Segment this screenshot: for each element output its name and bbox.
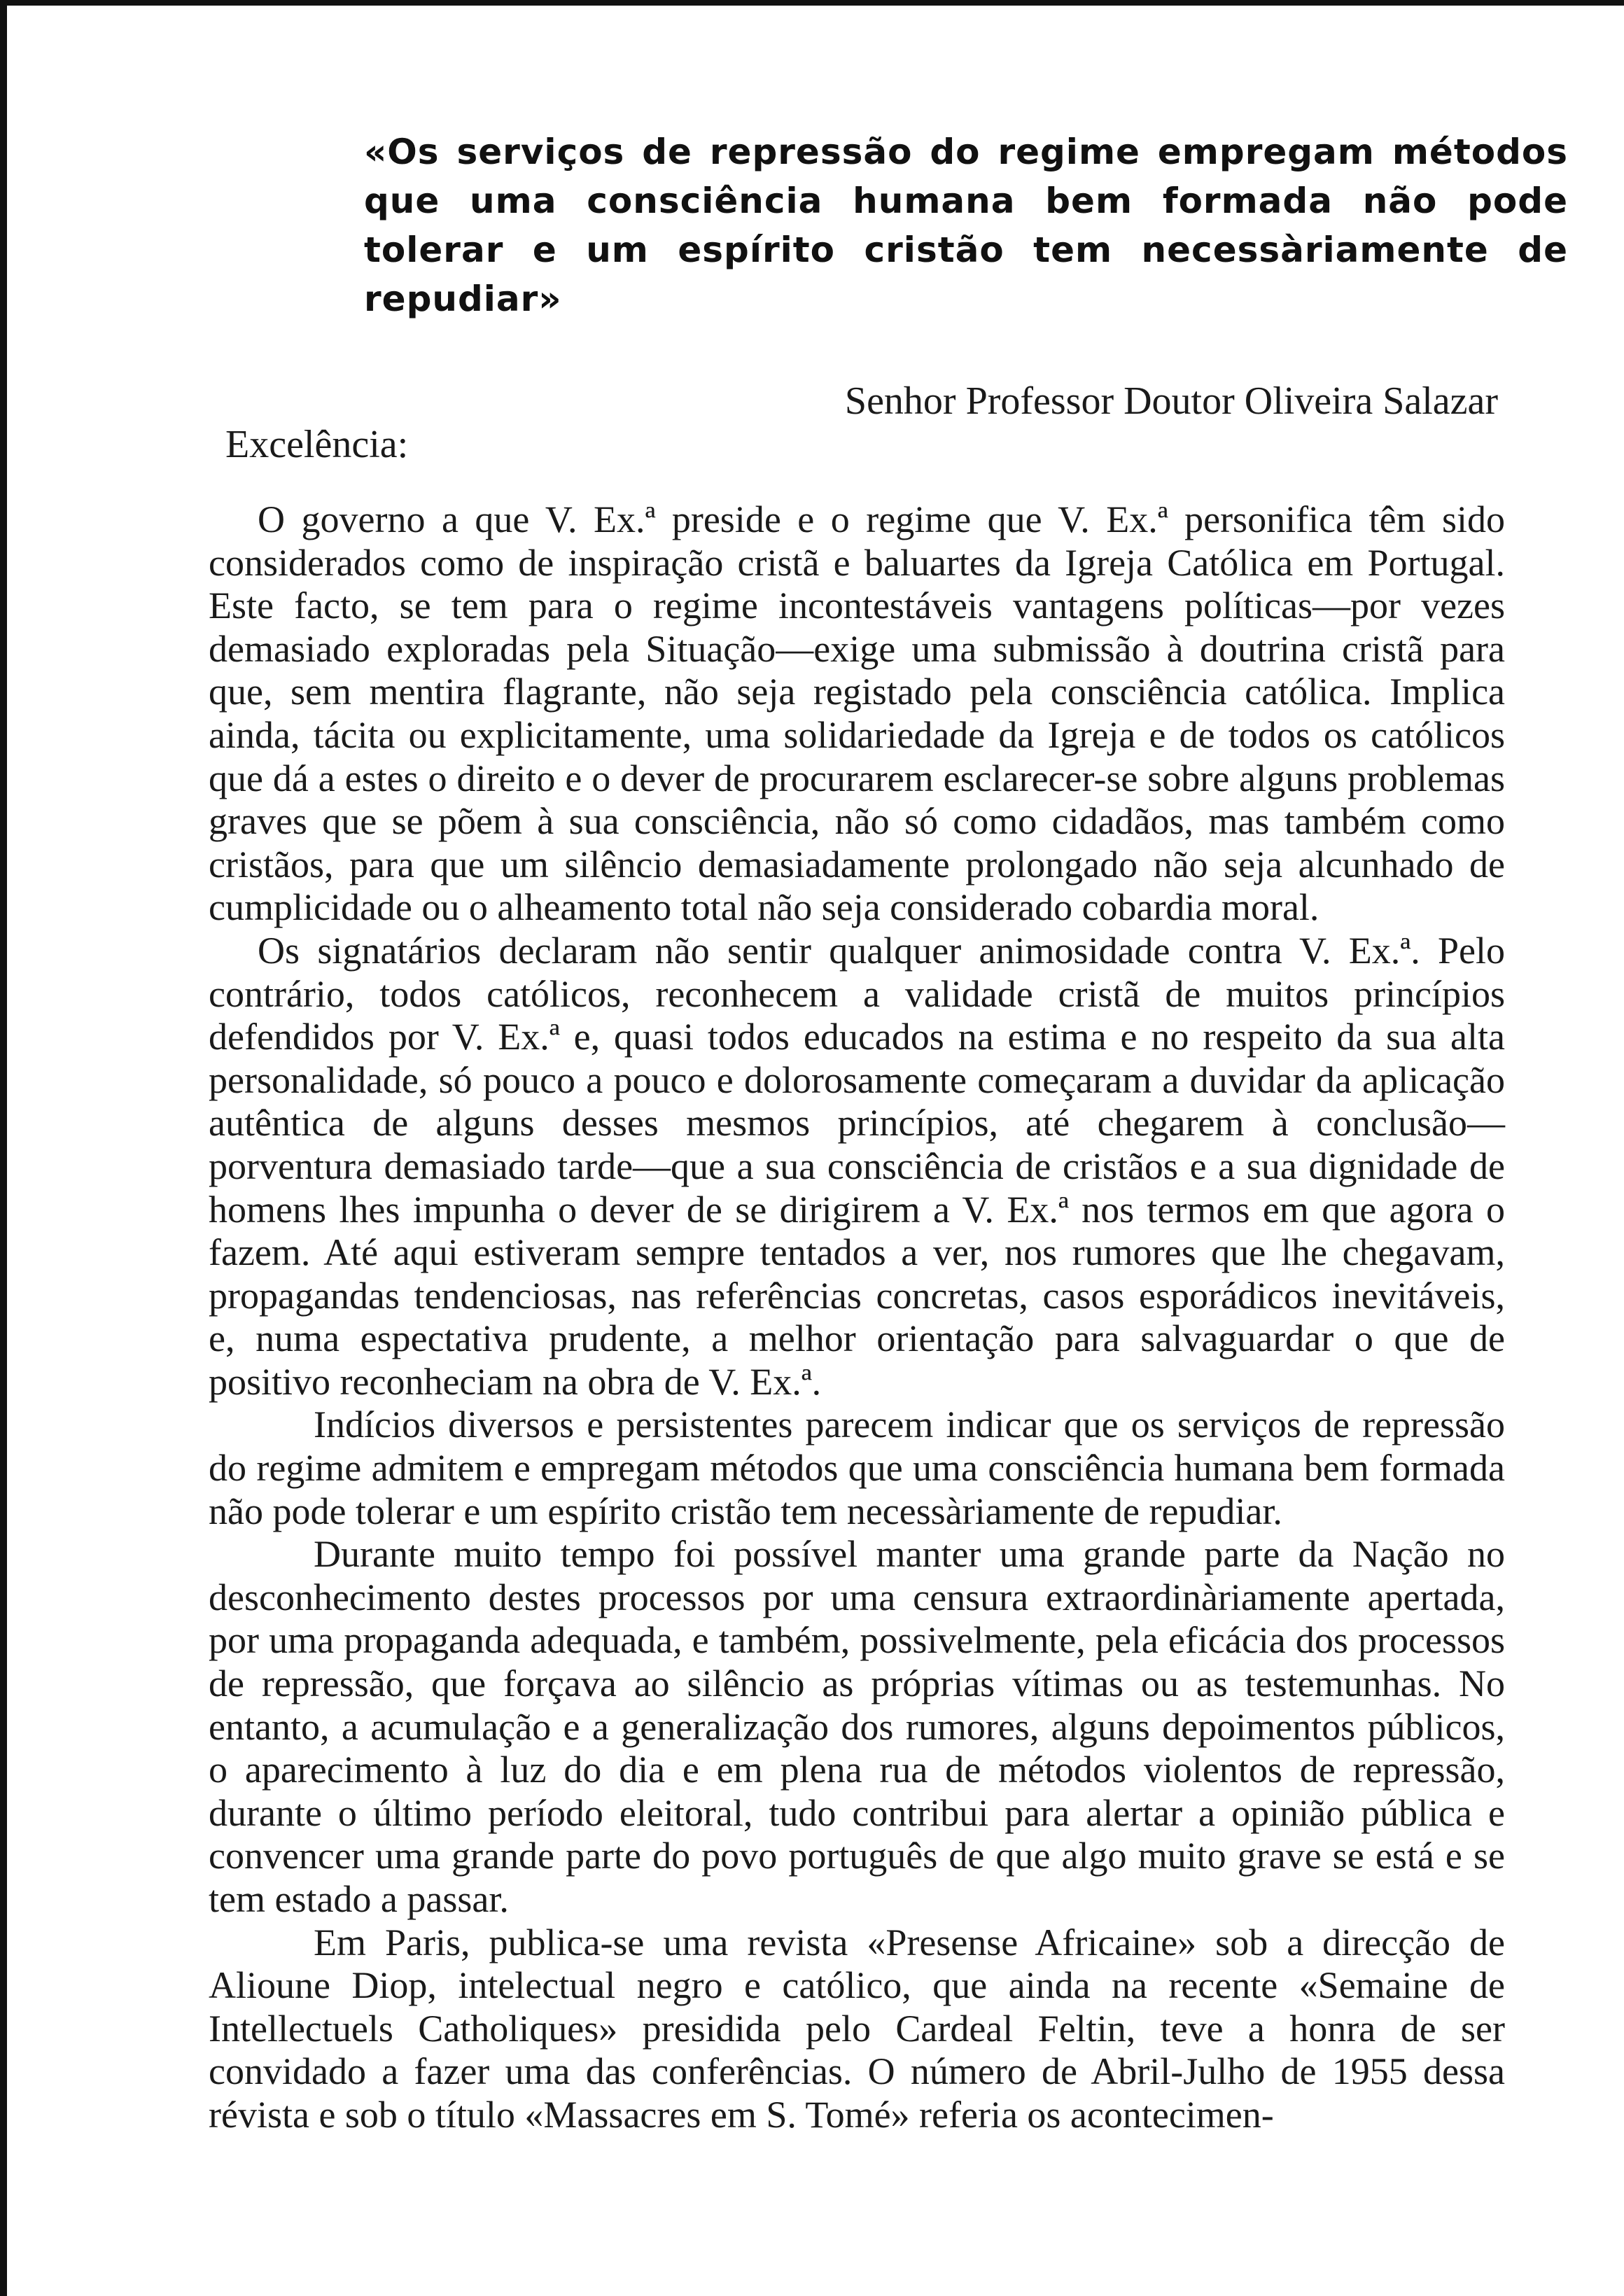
scan-left-edge [0, 0, 7, 2296]
epigraph-quote: «Os serviços de repressão do regime empregam métodos que uma consciência humana bem formada não pode tolerar e um espírito cristão tem necessàriamente de repudiar» [364, 132, 1568, 319]
paragraph-3: Indícios diversos e persistentes parecem indicar que os serviços de repressão do regime admitem e empregam métodos que uma consciência humana bem formada não pode tolerar e um espírito cristão tem necessàriamente de repudiar. [209, 1404, 1505, 1532]
paragraph-5: Em Paris, publica-se uma revista «Presense Africaine» sob a direcção de Alioune Diop, intelectual negro e católico, que ainda na recente «Semaine de Intellectuels Catholiques» presidida pelo Cardeal Feltin, teve a honra de ser convidado a fazer uma das conferências. O número de Abril-Julho de 1955 dessa révista e sob o título «Massacres em S. Tomé» referia os acontecimen- [209, 1921, 1505, 2136]
paragraph-1: O governo a que V. Ex.ª preside e o regime que V. Ex.ª personifica têm sido considerados como de inspiração cristã e baluartes da Igreja Católica em Portugal. Este facto, se tem para o regime incontestáveis vantagens políticas—por vezes demasiado exploradas pela Situação—exige uma submissão à doutrina cristã para que, sem mentira flagrante, não seja registado pela consciência católica. Implica ainda, tácita ou explicitamente, uma solidariedade da Igreja e de todos os católicos que dá a estes o direito e o dever de procurarem esclarecer-se sobre alguns problemas graves que se põem à sua consciência, não só como cidadãos, mas também como cristãos, para que um silêncio demasiadamente prolongado não seja alcunhado de cumplicidade ou o alheamento total não seja considerado cobardia moral. [209, 498, 1505, 929]
letter-body [209, 498, 1505, 2137]
salutation: Excelência: [225, 423, 409, 466]
scan-top-edge [0, 0, 1624, 6]
paragraph-4: Durante muito tempo foi possível manter uma grande parte da Nação no desconhecimento destes processos por uma censura extraordinàriamente apertada, por uma propaganda adequada, e também, possivelmente, pela eficácia dos processos de repressão, que forçava ao silêncio as próprias vítimas ou as testemunhas. No entanto, a acumulação e a generalização dos rumores, alguns depoimentos públicos, o aparecimento à luz do dia e em plena rua de métodos violentos de repressão, durante o último período eleitoral, tudo contribui para alertar a opinião pública e convencer uma grande parte do povo português de que algo muito grave se está e se tem estado a passar. [209, 1533, 1505, 1920]
addressee-line: Senhor Professor Doutor Oliveira Salazar [844, 379, 1498, 423]
paragraph-2: Os signatários declaram não sentir qualquer animosidade contra V. Ex.ª. Pelo contrário, todos católicos, reconhecem a validade cristã de muitos princípios defendidos por V. Ex.ª e, quasi todos educados na estima e no respeito da sua alta personalidade, só pouco a pouco e dolorosamente começaram a duvidar da aplicação autêntica de alguns desses mesmos princípios, até chegarem à conclusão—porventura demasiado tarde—que a sua consciência de cristãos e a sua dignidade de homens lhes impunha o dever de se dirigirem a V. Ex.ª nos termos em que agora o fazem. Até aqui estiveram sempre tentados a ver, nos rumores que lhe chegavam, propagandas tendenciosas, nas referências concretas, casos esporádicos inevitáveis, e, numa espectativa prudente, a melhor orientação para salvaguardar o que de positivo reconheciam na obra de V. Ex.ª. [209, 929, 1505, 1403]
